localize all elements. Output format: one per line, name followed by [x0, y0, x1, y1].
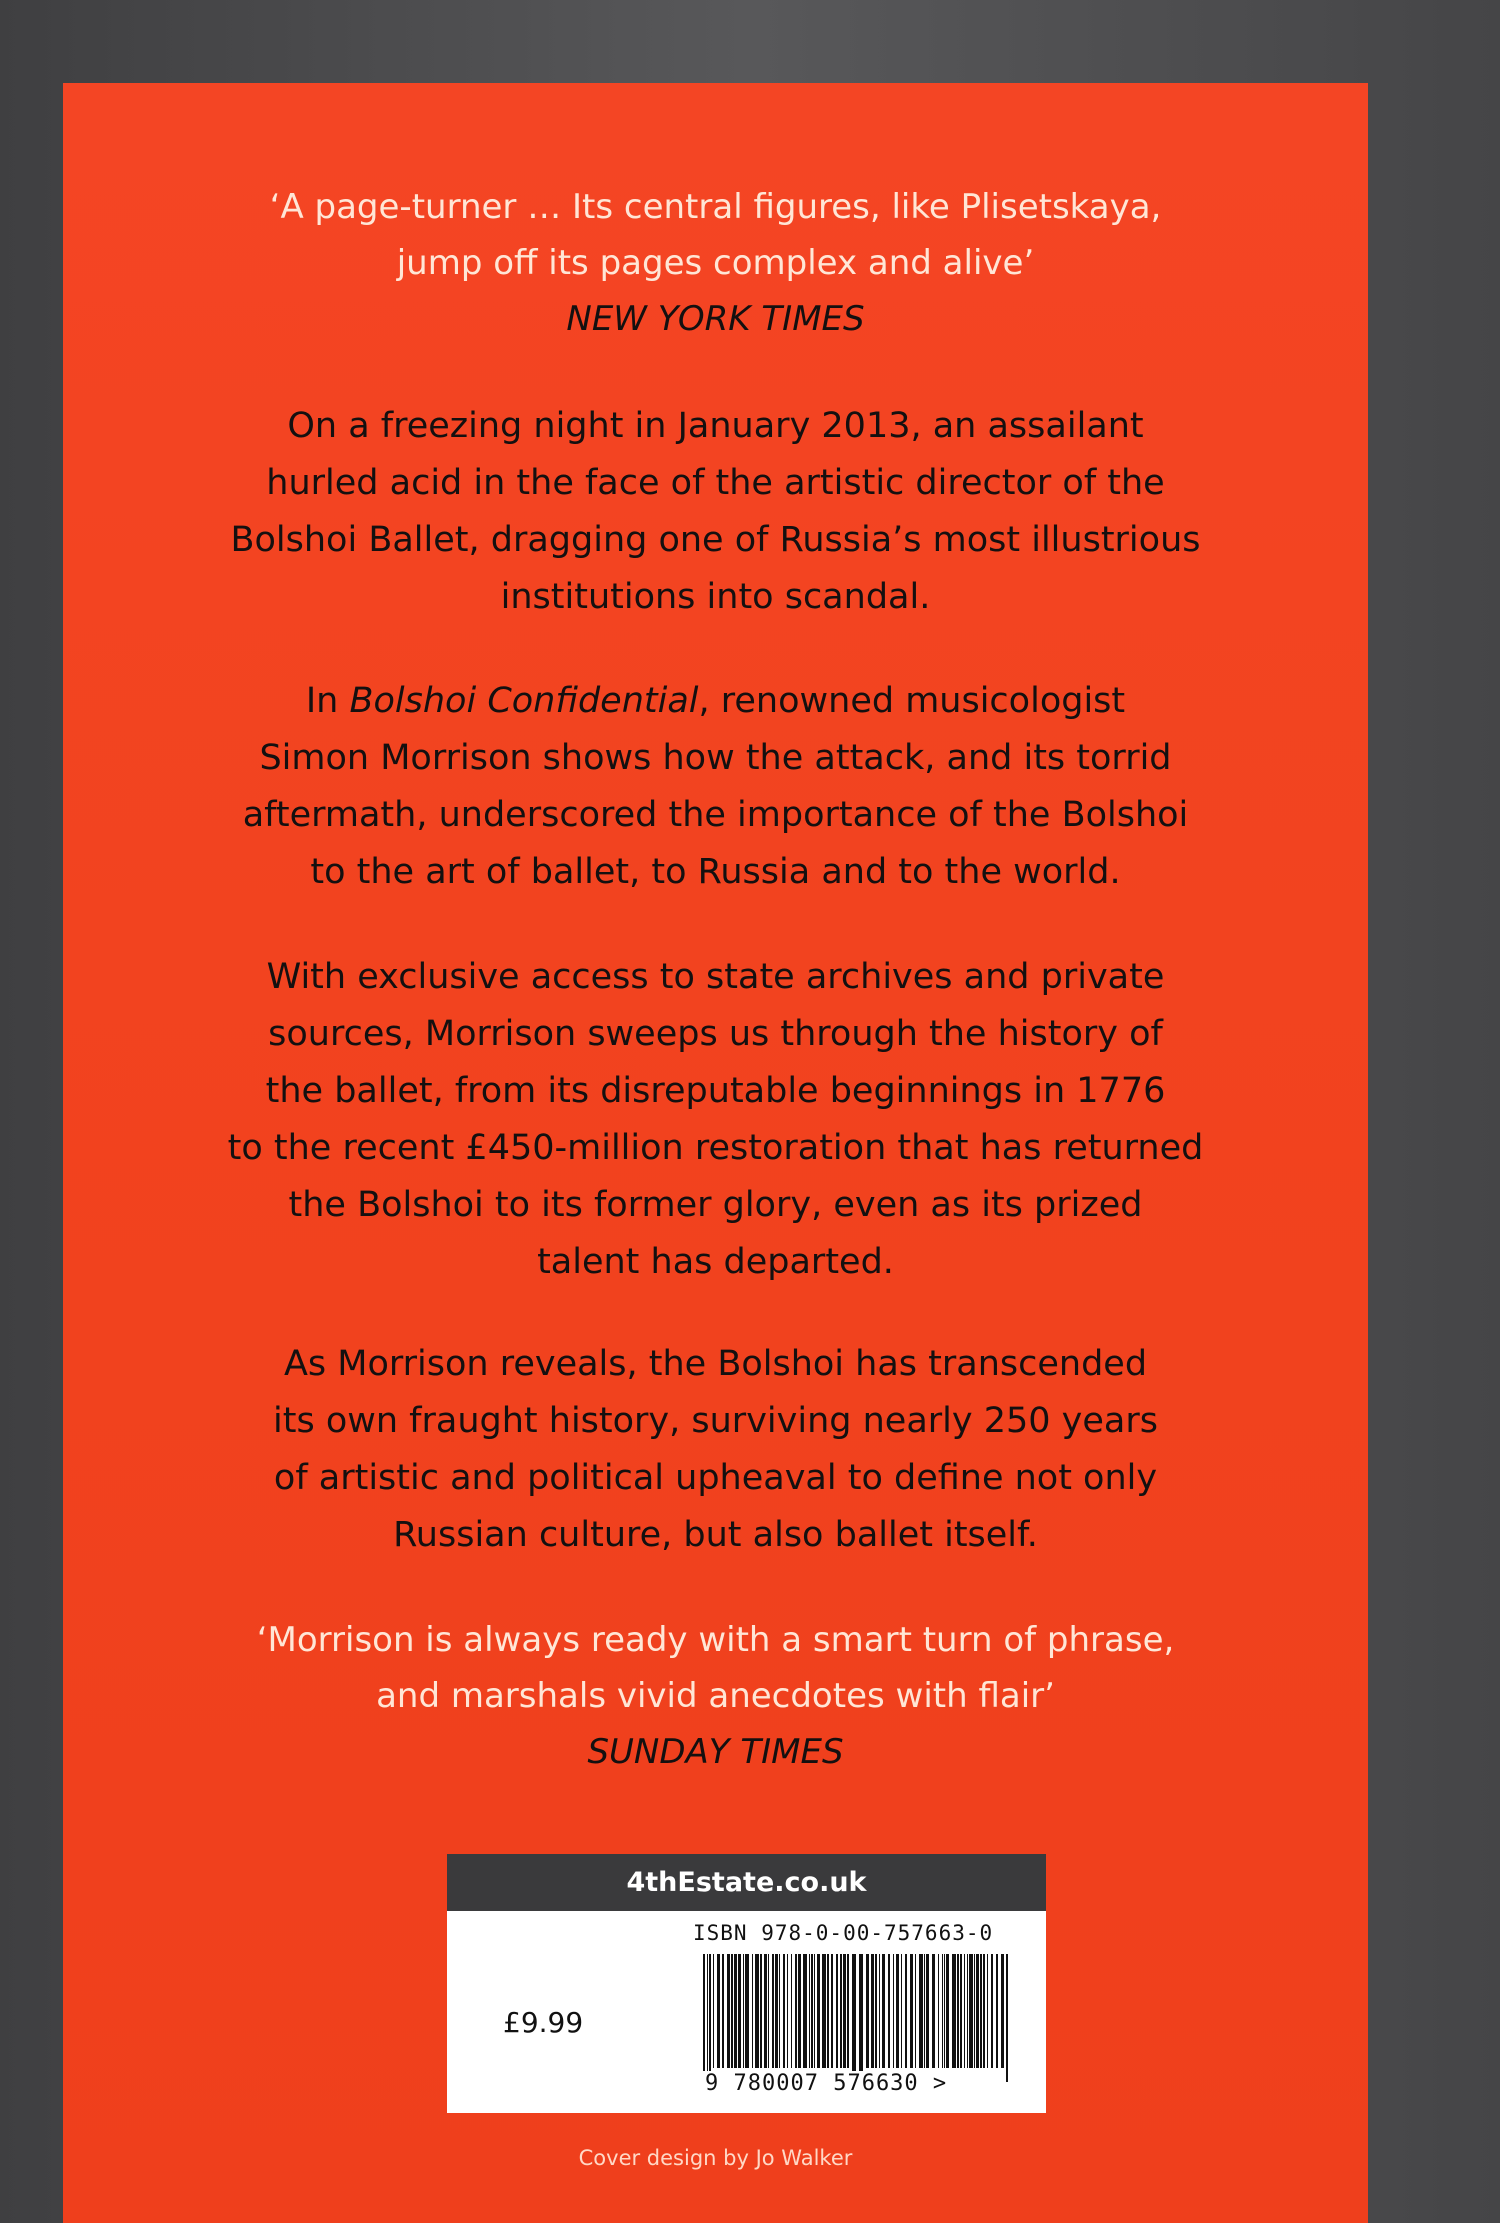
barcode-bar — [882, 1954, 885, 2068]
barcode-bar — [980, 1954, 982, 2068]
barcode-bar — [809, 1954, 810, 2068]
barcode-bar — [745, 1954, 749, 2068]
quote-line: ‘Morrison is always ready with a smart turn of phrase, — [256, 1620, 1175, 1660]
blurb-line: On a freezing night in January 2013, an assailant — [287, 406, 1144, 446]
barcode-bar — [713, 1954, 714, 2068]
barcode-bar — [727, 1954, 730, 2068]
barcode-bar — [987, 1954, 988, 2068]
barcode-bar — [859, 1954, 863, 2082]
quote-source: SUNDAY TIMES — [587, 1732, 844, 1772]
blurb-line: With exclusive access to state archives and private — [266, 957, 1165, 997]
barcode-bar — [752, 1954, 753, 2068]
barcode-bar — [768, 1954, 769, 2068]
barcode-number: 9 780007 576630 > — [705, 2071, 948, 2096]
barcode-bar — [1006, 1954, 1008, 2082]
barcode-bar — [847, 1954, 849, 2068]
quote-line: jump off its pages complex and alive’ — [396, 243, 1035, 283]
blurb-line: of artistic and political upheaval to define not only — [273, 1458, 1158, 1498]
review-quote-top — [63, 179, 1368, 347]
barcode-bar — [991, 1954, 993, 2068]
barcode-bar — [795, 1954, 797, 2068]
barcode-bar — [734, 1954, 737, 2068]
barcode-bar — [910, 1954, 913, 2068]
barcode-bar — [803, 1954, 807, 2068]
quote-source: NEW YORK TIMES — [566, 299, 865, 339]
blurb-line: the ballet, from its disreputable beginnings in 1776 — [265, 1071, 1166, 1111]
barcode-bar — [946, 1954, 949, 2068]
blurb-text: In — [305, 681, 350, 721]
barcode-bar — [944, 1954, 945, 2068]
barcode-bar — [905, 1954, 907, 2068]
barcode-bar — [827, 1954, 829, 2068]
barcode-box — [447, 1854, 1046, 2113]
price-label: £9.99 — [503, 2006, 584, 2039]
barcode-bar — [926, 1954, 929, 2068]
barcode-bar — [787, 1954, 788, 2068]
barcode-bar — [722, 1954, 724, 2068]
barcode-bar — [1001, 1954, 1004, 2068]
barcode-bar — [964, 1954, 965, 2068]
back-cover-panel — [63, 83, 1368, 2223]
barcode-bar — [775, 1954, 778, 2068]
blurb-line: to the recent £450-million restoration that has returned — [227, 1128, 1204, 1168]
barcode-bar — [942, 1954, 943, 2068]
barcode-bar — [976, 1954, 979, 2068]
book-title: Bolshoi Confidential — [349, 681, 699, 721]
barcode-bar — [822, 1954, 826, 2068]
blurb-line: talent has departed. — [537, 1242, 894, 1282]
barcode-bar — [772, 1954, 774, 2068]
barcode-bar — [960, 1954, 962, 2068]
blurb-line: Simon Morrison shows how the attack, and its torrid — [259, 738, 1172, 778]
barcode-bar — [798, 1954, 801, 2068]
blurb-text: , renowned musicologist — [698, 681, 1126, 721]
barcode-bar — [779, 1954, 780, 2068]
barcode-bar — [879, 1954, 880, 2068]
cover-design-credit: Cover design by Jo Walker — [578, 2146, 853, 2170]
barcode-bar — [924, 1954, 925, 2068]
blurb-line — [63, 673, 1368, 730]
blurb-line: aftermath, underscored the importance of the Bolshoi — [242, 795, 1189, 835]
barcode-bar — [938, 1954, 939, 2068]
barcode-bar — [731, 1954, 733, 2068]
barcode-bar — [996, 1954, 998, 2068]
barcode-bar — [717, 1954, 720, 2068]
barcode-bar — [901, 1954, 902, 2068]
blurb-line: its own fraught history, surviving nearly 250 years — [273, 1401, 1158, 1441]
barcode-bar — [764, 1954, 767, 2068]
barcode-bar — [840, 1954, 842, 2068]
barcode-bar — [743, 1954, 744, 2068]
barcode-bar — [888, 1954, 890, 2068]
blurb-paragraph-3 — [63, 949, 1368, 1291]
barcode-bar — [836, 1954, 838, 2068]
barcode-bar — [755, 1954, 759, 2068]
barcode-icon — [701, 1954, 1013, 2082]
barcode-bar — [866, 1954, 869, 2068]
review-quote-bottom — [63, 1612, 1368, 1780]
barcode-bar — [893, 1954, 894, 2068]
barcode-bar — [969, 1954, 973, 2068]
barcode-bar — [896, 1954, 899, 2068]
isbn-label: ISBN 978-0-00-757663-0 — [693, 1921, 994, 1945]
blurb-line: to the art of ballet, to Russia and to the world. — [310, 852, 1121, 892]
barcode-bar — [831, 1954, 833, 2068]
barcode-bar — [817, 1954, 820, 2068]
blurb-line: Bolshoi Ballet, dragging one of Russia’s most illustrious — [230, 520, 1201, 560]
barcode-bar — [783, 1954, 785, 2068]
quote-line: ‘A page-turner … Its central figures, like Plisetskaya, — [269, 187, 1162, 227]
barcode-bar — [703, 1954, 705, 2082]
barcode-bar — [791, 1954, 792, 2068]
barcode-bar — [974, 1954, 975, 2068]
barcode-bar — [760, 1954, 762, 2068]
quote-line: and marshals vivid anecdotes with flair’ — [376, 1676, 1055, 1716]
barcode-bar — [707, 1954, 708, 2082]
barcode-bar — [738, 1954, 741, 2068]
barcode-bar — [915, 1954, 916, 2068]
blurb-line: Russian culture, but also ballet itself. — [393, 1515, 1038, 1555]
blurb-line: As Morrison reveals, the Bolshoi has transcended — [283, 1344, 1148, 1384]
blurb-line: institutions into scandal. — [500, 577, 931, 617]
barcode-bar — [871, 1954, 874, 2068]
barcode-bar — [957, 1954, 959, 2068]
barcode-bar — [919, 1954, 923, 2068]
blurb-line: sources, Morrison sweeps us through the history of — [268, 1014, 1163, 1054]
barcode-bar — [843, 1954, 846, 2068]
publisher-website: 4thEstate.co.uk — [447, 1854, 1046, 1911]
blurb-paragraph-1 — [63, 398, 1368, 626]
blurb-line: the Bolshoi to its former glory, even as its prized — [288, 1185, 1143, 1225]
blurb-paragraph-2 — [63, 673, 1368, 901]
barcode-bar — [811, 1954, 813, 2068]
barcode-bar — [967, 1954, 968, 2068]
blurb-paragraph-4 — [63, 1336, 1368, 1564]
barcode-bar — [875, 1954, 877, 2068]
blurb-line: hurled acid in the face of the artistic director of the — [266, 463, 1165, 503]
barcode-bar — [852, 1954, 856, 2082]
barcode-bar — [983, 1954, 985, 2068]
barcode-bar — [814, 1954, 815, 2068]
barcode-bar — [952, 1954, 956, 2068]
barcode-bar — [709, 1954, 711, 2082]
barcode-bar — [932, 1954, 935, 2068]
